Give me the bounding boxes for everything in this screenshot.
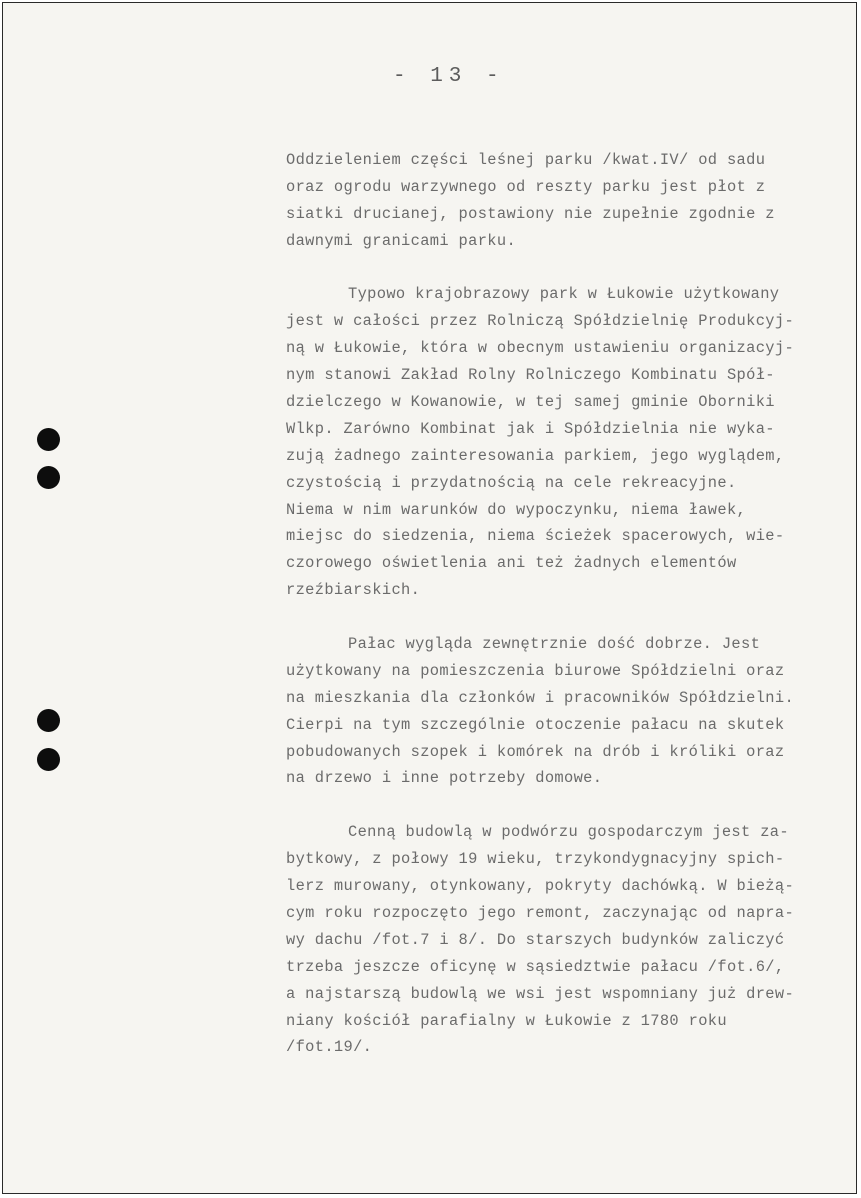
- paragraph: [286, 631, 846, 792]
- text-line: Pałac wygląda zewnętrznie dość dobrze. Jest: [348, 635, 761, 654]
- text-line: czystością i przydatnością na cele rekreacyjne.: [286, 473, 737, 492]
- text-line: oraz ogrodu warzywnego od reszty parku jest płot z: [286, 177, 766, 196]
- text-line: bytkowy, z połowy 19 wieku, trzykondygnacyjny spich-: [286, 850, 785, 869]
- text-line: dzielczego w Kowanowie, w tej samej gminie Oborniki: [286, 393, 775, 412]
- text-line: na mieszkania dla członków i pracowników Spółdzielni.: [286, 688, 795, 707]
- paragraph: [286, 147, 846, 255]
- text-line: /fot.19/.: [286, 1038, 373, 1057]
- text-line: nym stanowi Zakład Rolny Rolniczego Kombinatu Spół-: [286, 366, 775, 385]
- punch-hole: [37, 748, 60, 771]
- text-line: cym roku rozpoczęto jego remont, zaczynając od napra-: [286, 903, 795, 922]
- text-line: dawnymi granicami parku.: [286, 231, 517, 250]
- text-line: jest w całości przez Rolniczą Spółdzielnię Produkcyj-: [286, 312, 795, 331]
- paragraph: [286, 281, 846, 604]
- page-number: - 13 -: [393, 65, 505, 88]
- text-line: Wlkp. Zarówno Kombinat jak i Spółdzielnia nie wyka-: [286, 419, 775, 438]
- text-line: czorowego oświetlenia ani też żadnych elementów: [286, 554, 737, 573]
- body-text: [286, 147, 846, 1088]
- text-line: na drzewo i inne potrzeby domowe.: [286, 769, 603, 788]
- text-line: siatki drucianej, postawiony nie zupełnie zgodnie z: [286, 204, 775, 223]
- document-page: [2, 2, 857, 1194]
- text-line: miejsc do siedzenia, niema ścieżek spacerowych, wie-: [286, 527, 785, 546]
- text-line: rzeźbiarskich.: [286, 581, 421, 600]
- text-line: użytkowany na pomieszczenia biurowe Spółdzielni oraz: [286, 661, 785, 680]
- text-line: wy dachu /fot.7 i 8/. Do starszych budynków zaliczyć: [286, 930, 785, 949]
- punch-hole: [37, 709, 60, 732]
- paragraph: [286, 819, 846, 1061]
- text-line: Cierpi na tym szczególnie otoczenie pałacu na skutek: [286, 715, 785, 734]
- text-line: lerz murowany, otynkowany, pokryty dachówką. W bieżą-: [286, 877, 795, 896]
- text-line: zują żadnego zainteresowania parkiem, jego wyglądem,: [286, 446, 785, 465]
- text-line: ną w Łukowie, która w obecnym ustawieniu organizacyj-: [286, 339, 795, 358]
- punch-hole: [37, 466, 60, 489]
- text-line: trzeba jeszcze oficynę w sąsiedztwie pałacu /fot.6/,: [286, 957, 785, 976]
- text-line: Niema w nim warunków do wypoczynku, niema ławek,: [286, 500, 747, 519]
- text-line: Typowo krajobrazowy park w Łukowie użytkowany: [348, 285, 780, 304]
- punch-hole: [37, 428, 60, 451]
- text-line: Cenną budowlą w podwórzu gospodarczym jest za-: [348, 823, 789, 842]
- text-line: niany kościół parafialny w Łukowie z 1780 roku: [286, 1011, 727, 1030]
- text-line: a najstarszą budowlą we wsi jest wspomniany już drew-: [286, 984, 795, 1003]
- text-line: Oddzieleniem części leśnej parku /kwat.IV/ od sadu: [286, 151, 766, 169]
- text-line: pobudowanych szopek i komórek na drób i króliki oraz: [286, 742, 785, 761]
